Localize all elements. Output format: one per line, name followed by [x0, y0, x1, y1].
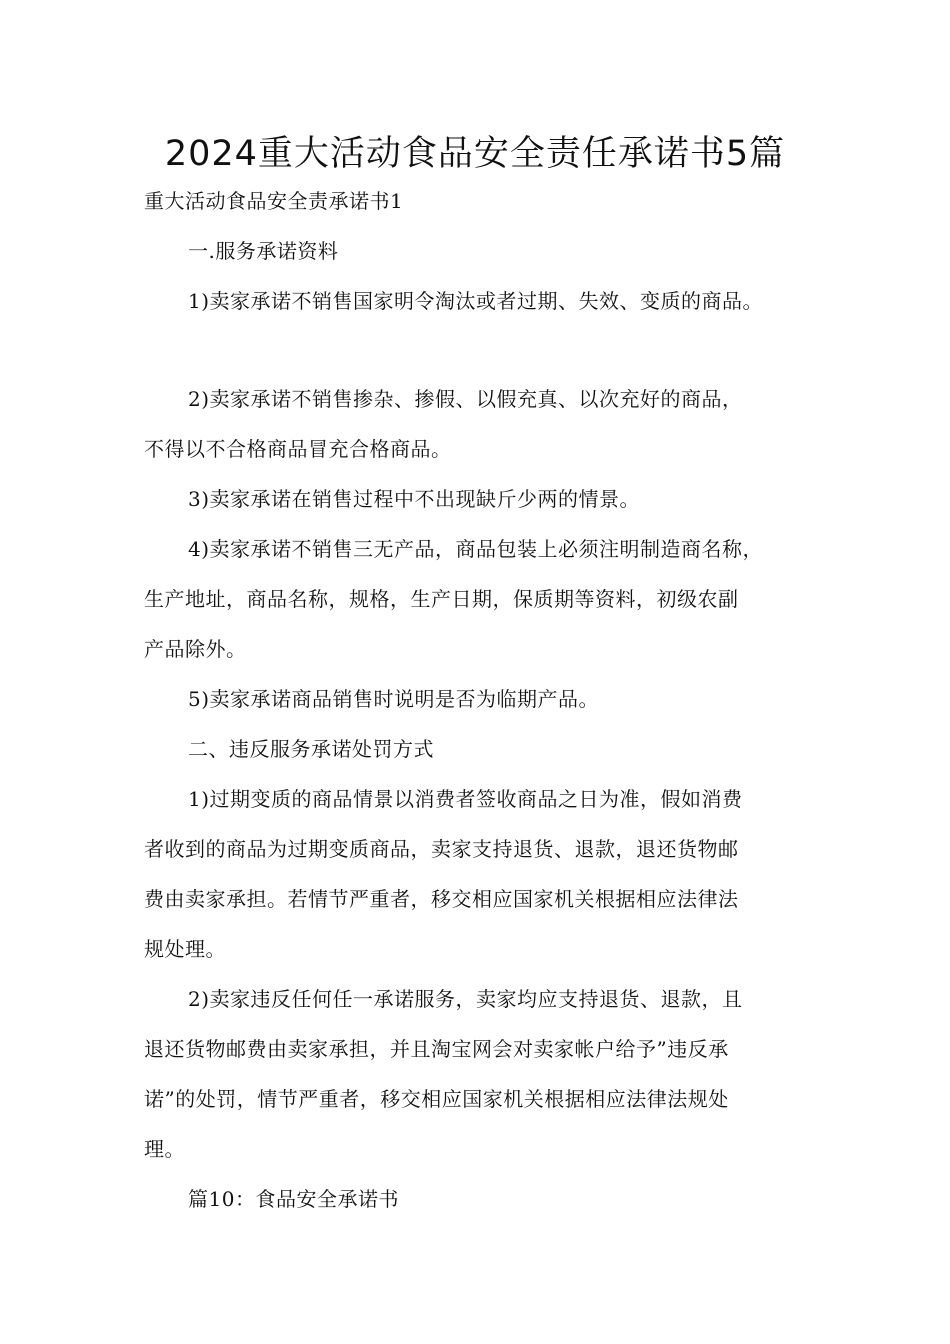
- paragraph-line: 4)卖家承诺不销售三无产品，商品包装上必须注明制造商名称，: [188, 537, 764, 561]
- paragraph-line: 1)卖家承诺不销售国家明令淘汰或者过期、失效、变质的商品。: [188, 289, 764, 313]
- document-title: 2024重大活动食品安全责任承诺书5篇: [164, 134, 786, 174]
- section-heading-1: 一.服务承诺资料: [188, 239, 339, 263]
- section-heading-2: 二、违反服务承诺处罚方式: [188, 737, 434, 761]
- paragraph-line: 2)卖家违反任何任一承诺服务，卖家均应支持退货、退款，且: [188, 987, 743, 1011]
- subtitle-line: 重大活动食品安全责承诺书1: [144, 189, 404, 213]
- paragraph-line: 诺”的处罚，情节严重者，移交相应国家机关根据相应法律法规处: [144, 1087, 729, 1111]
- paragraph-line: 理。: [144, 1137, 185, 1161]
- paragraph-line: 规处理。: [144, 937, 226, 961]
- paragraph-line: 5)卖家承诺商品销售时说明是否为临期产品。: [188, 687, 600, 711]
- paragraph-line: 1)过期变质的商品情景以消费者签收商品之日为准，假如消费: [188, 787, 743, 811]
- paragraph-line: 退还货物邮费由卖家承担，并且淘宝网会对卖家帐户给予”违反承: [144, 1037, 729, 1061]
- paragraph-line: 2)卖家承诺不销售掺杂、掺假、以假充真、以次充好的商品，: [188, 387, 743, 411]
- paragraph-line: 3)卖家承诺在销售过程中不出现缺斤少两的情景。: [188, 487, 641, 511]
- paragraph-line: 生产地址，商品名称，规格，生产日期，保质期等资料，初级农副: [144, 587, 739, 611]
- section-heading-3: 篇10：食品安全承诺书: [188, 1187, 399, 1211]
- paragraph-line: 费由卖家承担。若情节严重者，移交相应国家机关根据相应法律法: [144, 887, 739, 911]
- paragraph-line: 者收到的商品为过期变质商品，卖家支持退货、退款，退还货物邮: [144, 837, 739, 861]
- paragraph-line: 不得以不合格商品冒充合格商品。: [144, 437, 452, 461]
- paragraph-line: 产品除外。: [144, 637, 247, 661]
